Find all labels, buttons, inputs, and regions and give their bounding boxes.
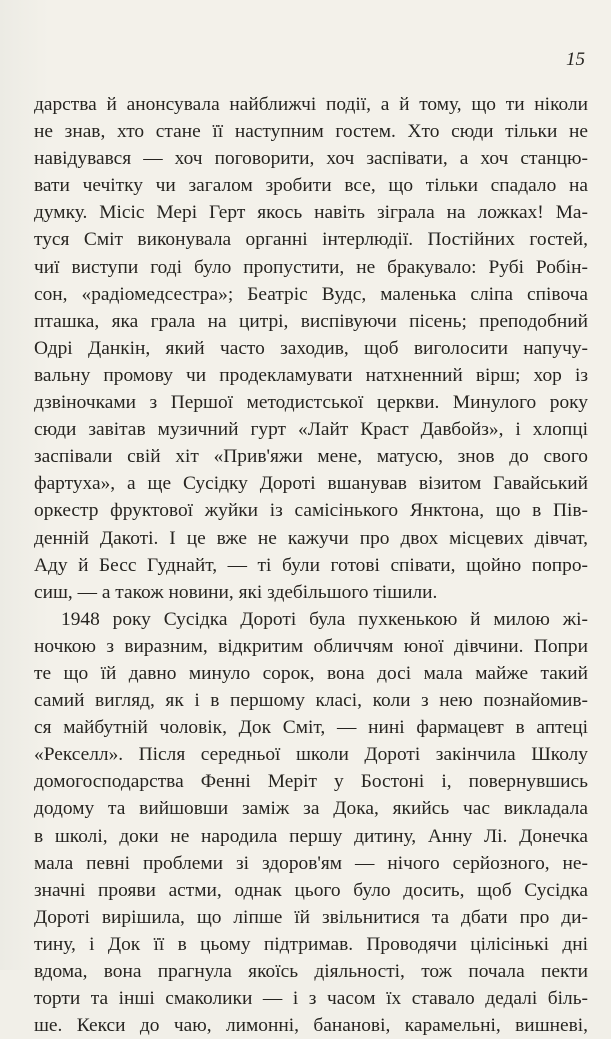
text-line: заспівали свій хіт «Прив'яжи мене, матусю, знов до свого	[34, 446, 588, 468]
text-line: чиї виступи годі було пропустити, не бракувало: Рубі Робін-	[34, 256, 588, 278]
text-line: денній Дакоті. І це вже не кажучи про двох місцевих дівчат,	[34, 527, 588, 549]
text-line: ночкою з виразним, відкритим обличчям юної дівчини. Попри	[34, 635, 588, 657]
text-line: не знав, хто стане її наступним гостем. Хто сюди тільки не	[34, 121, 588, 143]
text-line: дарства й анонсувала найближчі події, а й тому, що ти ніколи	[34, 94, 588, 115]
text-line: Дороті вирішила, що ліпше їй звільнитися та дбати про ди-	[34, 906, 588, 928]
paragraph-first-line: 1948 року Сусідка Дороті була пухкенькою й милою жі-	[61, 608, 588, 630]
text-line: значні прояви астми, однак цього було досить, щоб Сусідка	[34, 879, 588, 901]
text-line: фартуха», а ще Сусідку Дороті вшанував візитом Гавайський	[34, 473, 588, 495]
text-line: ше. Кекси до чаю, лимонні, бананові, карамельні, вишневі,	[34, 1015, 588, 1037]
paragraph-end-line: сиш, — а також новини, які здебільшого тішили.	[34, 581, 438, 603]
text-line: додому та вийшовши заміж за Дока, якийсь час викладала	[34, 798, 588, 820]
text-line: в школі, доки не народила першу дитину, Анну Лі. Донечка	[34, 825, 588, 847]
text-line: пташка, яка грала на цитрі, виспівуючи пісень; преподобний	[34, 310, 588, 332]
page-text	[34, 91, 588, 1039]
text-line: вальну промову чи продекламувати натхненний вірш; хор із	[34, 364, 588, 386]
text-line: думку. Місіс Мері Герт якось навіть зіграла на ложках! Ма-	[34, 202, 588, 224]
text-line: те що їй давно минуло сорок, вона досі мала майже такий	[34, 662, 588, 684]
text-line: мала певні проблеми зі здоров'ям — нічого серйозного, не-	[34, 852, 588, 874]
text-line: ся майбутній чоловік, Док Сміт, — нині фармацевт в аптеці	[34, 717, 588, 739]
text-line: туся Сміт виконувала органні інтерлюдії. Постійних гостей,	[34, 229, 588, 251]
text-line: сон, «радіомедсестра»; Беатріс Вудс, маленька сліпа співоча	[34, 283, 588, 305]
text-line: сюди завітав музичний гурт «Лайт Краст Давбойз», і хлопці	[34, 419, 588, 441]
text-line: вдома, вона прагнула якоїсь діяльності, тож почала пекти	[34, 961, 588, 982]
text-line: дзвіночками з Першої методистської церкви. Минулого року	[34, 392, 588, 414]
text-line: Одрі Данкін, який часто заходив, щоб виголосити напучу-	[34, 337, 588, 359]
text-line: Аду й Бесс Гуднайт, — ті були готові співати, щойно попро-	[34, 554, 588, 576]
text-line: оркестр фруктової жуйки із самісінького Янктона, що в Пів-	[34, 500, 588, 522]
text-line: вати чечітку чи загалом зробити все, що тільки спадало на	[34, 175, 588, 197]
page-number: 15	[566, 49, 585, 70]
text-line: тину, і Док її в цьому підтримав. Проводячи цілісінькі дні	[34, 933, 588, 955]
text-line: самий вигляд, як і в першому класі, коли з нею познайомив-	[34, 690, 588, 712]
text-line: навідувався — хоч поговорити, хоч заспівати, а хоч станцю-	[34, 148, 588, 170]
text-line: домогосподарства Фенні Меріт у Бостоні і, повернувшись	[34, 771, 588, 793]
text-line: «Рекселл». Після середньої школи Дороті закінчила Школу	[34, 744, 588, 766]
text-line: торти та інші смаколики — і з часом їх ставало дедалі біль-	[34, 988, 588, 1010]
